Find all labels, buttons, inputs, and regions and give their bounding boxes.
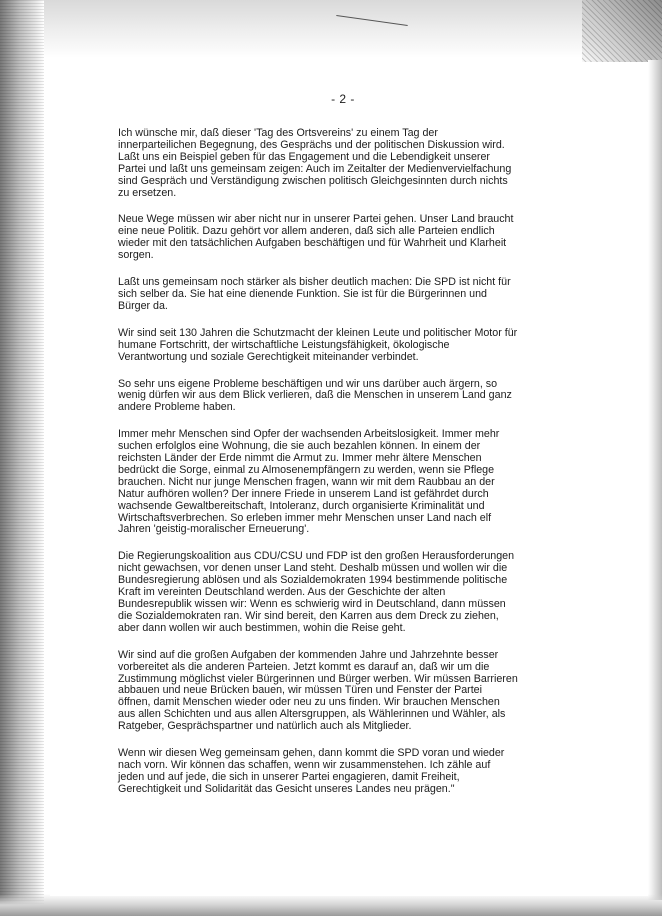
paragraph: Wir sind auf die großen Aufgaben der kommenden Jahre und Jahrzehnte besser vorbereitet als die anderen Parteien. Jetzt kommt es darauf an, daß wir um die Zustimmung möglichst vieler Bürgerinnen und Bürger werben. Wir müssen Barrieren abbauen und neue Brücken bauen, wir müssen Türen und Fenster der Partei öffnen, damit Menschen wieder oder neu zu uns finden. Wir brauchen Menschen aus allen Schichten und aus allen Altersgruppen, als Wählerinnen und Wähler, als Ratgeber, Gesprächspartner und natürlich auch als Mitglieder. (118, 648, 518, 733)
paragraph: Wir sind seit 130 Jahren die Schutzmacht der kleinen Leute und politischer Motor für humane Fortschritt, der wirtschaftliche Leistungsfähigkeit, ökologische Verantwortung und soziale Gerechtigkeit miteinander verbindet. (118, 326, 518, 363)
paragraph: Die Regierungskoalition aus CDU/CSU und FDP ist den großen Herausforderungen nicht gewachsen, vor denen unser Land steht. Deshalb müssen und wollen wir die Bundesregierung ablösen und als Sozialdemokraten 1994 bestimmende politische Kraft im vereinten Deutschland werden. Aus der Geschichte der alten Bundesrepublik wissen wir: Wenn es schwierig wird in Deutschland, dann müssen die Sozialdemokraten ran. Wir sind bereit, den Karren aus dem Dreck zu ziehen, aber dann wollen wir auch bestimmen, wohin die Reise geht. (118, 550, 515, 634)
scan-shadow-bottom (0, 894, 662, 916)
document-page (50, 62, 648, 896)
paragraph: Laßt uns gemeinsam noch stärker als bisher deutlich machen: Die SPD ist nicht für sich selber da. Sie hat eine dienende Funktion. Sie ist für die Bürgerinnen und Bürger da. (118, 276, 511, 312)
scan-shadow-right (648, 60, 662, 900)
paragraph: Wenn wir diesen Weg gemeinsam gehen, dann kommt die SPD voran und wieder nach vorn. Wir können das schaffen, wenn wir zusammenstehen. Ich zähle auf jeden und auf jede, die sich in unserer Partei engagieren, damit Freiheit, Gerechtigkeit und Solidarität das Gesicht unseres Landes neu prägen." (118, 747, 505, 795)
paragraph: Immer mehr Menschen sind Opfer der wachsenden Arbeitslosigkeit. Immer mehr suchen erfolglos eine Wohnung, die sie auch bezahlen können. In einem der reichsten Länder der Erde nimmt die Armut zu. Immer mehr ältere Menschen bedrückt die Sorge, einmal zu Almosenempfängern zu werden, wenn sie Pflege brauchen. Nicht nur junge Menschen fragen, wann wir mit dem Raubbau an der Natur aufhören wollen? Der innere Friede in unserem Land ist gefährdet durch wachsende Gewaltbereitschaft, Intoleranz, durch organisierte Kriminalität und Wirtschaftsverbrechen. So erleben immer mehr Menschen unser Land nach elf Jahren 'geistig-moralischer Erneuerung'. (118, 428, 500, 536)
scan-shadow-top (0, 0, 662, 58)
scan-shadow-left (0, 0, 44, 916)
body-text (118, 128, 540, 811)
paragraph: Neue Wege müssen wir aber nicht nur in unserer Partei gehen. Unser Land braucht eine neue Politik. Dazu gehört vor allem anderen, daß sich alle Parteien endlich wieder mit den tatsächlichen Aufgaben beschäftigen und für Wahrheit und Klarheit sorgen. (118, 213, 514, 262)
page-number: - 2 - (331, 92, 355, 106)
paragraph: So sehr uns eigene Probleme beschäftigen und wir uns darüber auch ärgern, so wenig dürfen wir aus dem Blick verlieren, daß die Menschen in unserem Land ganz andere Probleme haben. (118, 377, 512, 414)
paragraph: Ich wünsche mir, daß dieser 'Tag des Ortsvereins' zu einem Tag der innerparteilichen Begegnung, des Gesprächs und der politischen Diskussion wird. Laßt uns ein Beispiel geben für das Engagement und die Lebendigkeit unserer Partei und laßt uns gemeinsam zeigen: Auch im Zeitalter der Medienvervielfachung sind Gespräch und Verständigung zwischen politisch Gleichgesinnten durch nichts zu ersetzen. (118, 127, 512, 199)
